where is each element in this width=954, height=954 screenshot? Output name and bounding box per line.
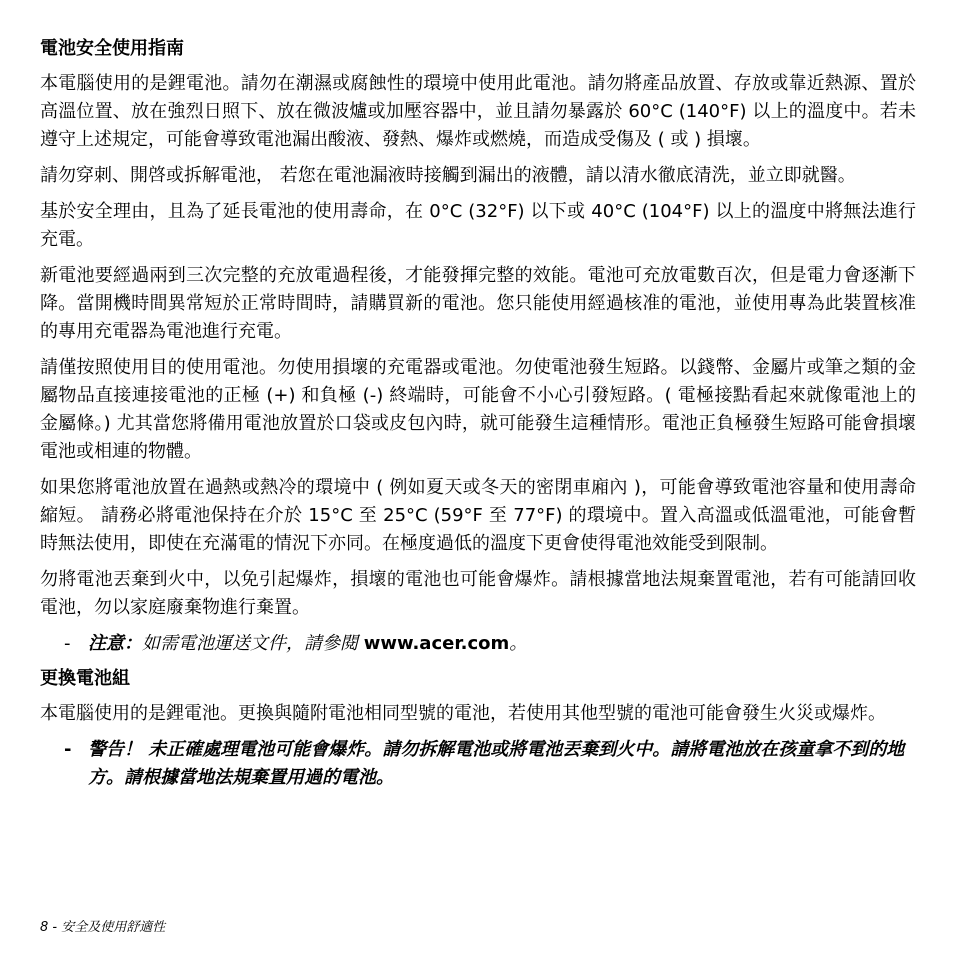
note-text: 如需電池運送文件，請參閱	[142, 633, 364, 654]
note-suffix: 。	[509, 633, 528, 654]
paragraph-replace-battery: 本電腦使用的是鋰電池。更換與隨附電池相同型號的電池，若使用其他型號的電池可能會發生火災或爆炸。	[40, 703, 886, 724]
warning-text: 警告！ 未正確處理電池可能會爆炸。請勿拆解電池或將電池丟棄到火中。請將電池放在孩童拿不到的地方。請根據當地法規棄置用過的電池。	[88, 739, 905, 788]
warning-bullet: -	[64, 739, 72, 760]
paragraph-extreme-temperature: 如果您將電池放置在過熱或熱冷的環境中 ( 例如夏天或冬天的密閉車廂內 )，可能會導致電池容量和使用壽命縮短。 請務必將電池保持在介於 15°C 至 25°C (59°F 至 77°F) 的環境中。置入高溫或低溫電池，可能會暫時無法使用，即使在充滿電的情況下亦同。在極度過低的溫度下更會使得電池效能受到限制。	[40, 477, 916, 554]
paragraph-battery-environment: 本電腦使用的是鋰電池。請勿在潮濕或腐蝕性的環境中使用此電池。請勿將產品放置、存放或靠近熱源、置於高溫位置、放在強烈日照下、放在微波爐或加壓容器中，並且請勿暴露於 60°C (140°F) 以上的溫度中。若未遵守上述規定，可能會導致電池漏出酸液、發熱、爆炸或燃燒，而造成受傷及 ( 或 ) 損壞。	[40, 73, 916, 150]
section-heading-replace-battery: 更換電池組	[40, 668, 130, 689]
note-bullet: -	[64, 633, 71, 654]
paragraph-charging-temperature: 基於安全理由，且為了延長電池的使用壽命，在 0°C (32°F) 以下或 40°C (104°F) 以上的溫度中將無法進行充電。	[40, 201, 916, 250]
paragraph-new-battery-cycles: 新電池要經過兩到三次完整的充放電過程後，才能發揮完整的效能。電池可充放電數百次，但是電力會逐漸下降。當開機時間異常短於正常時間時，請購買新的電池。您只能使用經過核准的電池，並使用專為此裝置核准的專用充電器為電池進行充電。	[40, 265, 916, 342]
warning-battery-explosion	[40, 736, 916, 792]
paragraph-disposal: 勿將電池丟棄到火中，以免引起爆炸，損壞的電池也可能會爆炸。請根據當地法規棄置電池，若有可能請回收電池，勿以家庭廢棄物進行棄置。	[40, 569, 916, 618]
section-heading-battery-safety: 電池安全使用指南	[40, 38, 184, 59]
note-label: 注意：	[88, 633, 142, 654]
paragraph-battery-puncture: 請勿穿刺、開啓或拆解電池， 若您在電池漏液時接觸到漏出的液體，請以清水徹底清洗，並立即就醫。	[40, 165, 856, 186]
document-page	[40, 36, 916, 800]
note-shipping-documents	[40, 630, 916, 658]
acer-website-link[interactable]: www.acer.com	[363, 633, 510, 654]
page-footer: 8 - 安全及使用舒適性	[40, 920, 166, 935]
paragraph-short-circuit: 請僅按照使用目的使用電池。勿使用損壞的充電器或電池。勿使電池發生短路。以錢幣、金屬片或筆之類的金屬物品直接連接電池的正極 (+) 和負極 (-) 終端時，可能會不小心引發短路。( 電極接點看起來就像電池上的金屬條。) 尤其當您將備用電池放置於口袋或皮包內時，就可能發生這種情形。電池正負極發生短路可能會損壞電池或相連的物體。	[40, 357, 916, 462]
